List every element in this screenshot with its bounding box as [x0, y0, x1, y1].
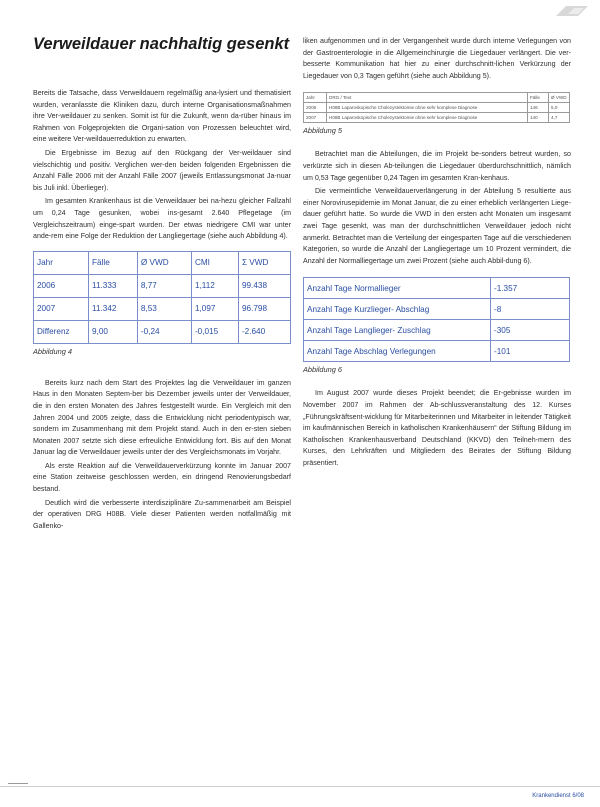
table-row [34, 274, 291, 297]
table-cell: 146 [528, 103, 549, 113]
table-cell: 99.438 [238, 274, 290, 297]
table-cell: 4,7 [549, 113, 570, 123]
paragraph: Die vermeintliche Verweildauerverlängerung in der Abteilung 5 resultierte aus einer Norovirusepidemie im Monat Januar, die zu einer erheblich verlängerten Liege-dauer geführt hatte. So wurde die VWD in den ersten acht Monaten um insgesamt zwei Tage gesenkt, was man der durchschnittlichen Verweildauer jedoch nicht anmerkt. Betrachtet man die Verteilung der eingesparten Tage auf die verschiedenen Kategorien, so wurde die Anzahl der Langliegertage um 10 Prozent vermindert, die Anzahl der Normalliegertage um zwei Prozent (siehe auch Abbil-dung 6). [303, 187, 571, 265]
table-cell: 2006 [34, 274, 89, 297]
paragraph: Als erste Reaktion auf die Verweildauerverkürzung konnte im Januar 2007 eine Station zeitweise geschlossen werden, ein dringend Renovierungsbedarf bestand. [33, 461, 291, 494]
paragraph: liken aufgenommen und in der Vergangenheit wurde durch interne Verlegungen von der Gastroenterologie in die Allgemeinchirurgie die Liegedauer verlängert. Die ver-besserte Kommunikation hat hier zu einer durchschnitt-lichen Verkürzung der Liegedauer von 0,3 Tagen geführt (siehe auch Abbildung 5). [303, 37, 571, 80]
table-row [304, 299, 570, 320]
table-cell: 11.342 [89, 297, 138, 320]
table-cell: -2.640 [238, 320, 290, 343]
table-cell: Anzahl Tage Normallieger [304, 278, 491, 299]
corner-logo-mark [552, 4, 592, 18]
footer-rule [0, 786, 600, 787]
figure-caption: Abbildung 4 [33, 346, 73, 356]
table-cell: Anzahl Tage Abschlag Verlegungen [304, 341, 491, 362]
table-cell: -0,24 [137, 320, 191, 343]
table-cell: -0,015 [191, 320, 238, 343]
figure-caption: Abbildung 6 [303, 365, 343, 375]
paragraph: Die Ergebnisse im Bezug auf den Rückgang der Ver-weildauer sind vielschichtig und positiv. Verglichen wer-den beiden folgenden Ergebnissen die Anzahl Fälle 2006 mit der Anzahl Fälle 2007 (jeweils Entlassungsmonat Ja-nuar bis Juli inkl. Überlieger). [33, 148, 291, 192]
header-cell: DRG / Text [327, 93, 528, 103]
header-cell: Ø VWD [549, 93, 570, 103]
table-cell: 5,0 [549, 103, 570, 113]
header-cell: Ø VWD [137, 251, 191, 274]
paragraph: Deutlich wird die verbesserte interdisziplinäre Zu-sammenarbeit am Beispiel der operativen DRG H08B. Viele dieser Patienten werden notfallmäßig mit Gallenko- [33, 498, 291, 530]
table-row [34, 320, 291, 343]
table-abbildung-6 [303, 277, 570, 362]
footer-publication: Krankendienst 6/08 [532, 793, 584, 799]
table-cell: Anzahl Tage Langlieger- Zuschlag [304, 320, 491, 341]
paragraph: Im gesamten Krankenhaus ist die Verweildauer bei na-hezu gleicher Fallzahl um 0,24 Tage gesunken, wobei ins-gesamt 2.640 Pflegetage (im Vergleichszeitraum) einge-spart wurden. Der etwas niedrigere CMI war unter ande-rem eine Folge der Reduktion der Langliegertage (siehe auch Abbildung 4). [33, 197, 291, 241]
table-cell: 8,77 [137, 274, 191, 297]
header-cell: Fälle [528, 93, 549, 103]
table-abbildung-4 [33, 251, 291, 344]
table-cell: 9,00 [89, 320, 138, 343]
table-cell: -101 [491, 341, 570, 362]
left-column [33, 88, 291, 534]
table-cell: 2006 [304, 103, 327, 113]
table-cell: 96.798 [238, 297, 290, 320]
table-cell: H08B Laparoskopische Cholezystektomie ohne sehr komplexe Diagnose [327, 103, 528, 113]
paragraph: Betrachtet man die Abteilungen, die im Projekt be-sonders betreut wurden, so verkürzte sich in diesen Ab-teilungen die Liegedauer überdurchschnittlich, nämlich um 0,53 Tage gegenüber 0,24 Tagen im gesamten Kran-kenhaus. [303, 150, 571, 182]
header-cell: Σ VWD [238, 251, 290, 274]
paragraph: Bereits kurz nach dem Start des Projektes lag die Verweildauer im ganzen Haus in den Monaten Septem-ber bis Dezember jeweils unter der Verweildauer, die in den ersten Monaten des Jahres festgestellt wurde. Ein Vergleich mit den Jahren 2004 und 2005 zeigte, dass die Entwicklung nicht periodentypisch war, sondern im Zusammenhang mit dem Projekt stand. Auch in den er-sten sieben Monaten 2007 setzte sich diese erfreuliche Entwicklung fort. Bis auf den Monat Januar lag die Verweildauer jeweils unter der des Vergleichsmonats im Vorjahr. [33, 378, 291, 457]
table-cell: -305 [491, 320, 570, 341]
table-cell: 2007 [304, 113, 327, 123]
header-cell: Jahr [304, 93, 327, 103]
table-cell: 11.333 [89, 274, 138, 297]
table-cell: 8,53 [137, 297, 191, 320]
table-row [304, 278, 570, 299]
header-cell: Jahr [34, 251, 89, 274]
table-row [304, 341, 570, 362]
table-abbildung-5 [303, 92, 570, 123]
paragraph: Im August 2007 wurde dieses Projekt beendet; die Er-gebnisse wurden im November 2007 im Rahmen der Ab-schlussveranstaltung des 12. Kurses „Führungskräftsent-wicklung für Mitarbeiterinnen und Mitarbeiter in leitender Tätigkeit im kaufmännischen Bereich in katholischen Krankenhäusern“ der Stiftung Bildung im Katholischen Krankenhausverband Deutschland (KKVD) den Teilneh-mern des Kurses, den Lehrkräften und Mitgliedern des Beirates der Stiftung Bildung präsentiert. [303, 389, 571, 467]
table-row [304, 103, 570, 113]
table-cell: 1,097 [191, 297, 238, 320]
paragraph: Bereits die Tatsache, dass Verweildauern regelmäßig ana-lysiert und thematisiert wurden, veranlasste die Kliniken dazu, durch interne Organisationsmaßnahmen ihre Ver-weildauer zu senken. Somit ist für die Zukunft, wenn da-rüber hinaus im Rahmen von Folgeprojekten die Organi-sation von Prozessen beleuchtet wird, eine weitere Ver-weildauerreduktion zu erwarten. [33, 89, 291, 144]
table-cell: 140 [528, 113, 549, 123]
table-cell: 2007 [34, 297, 89, 320]
table-cell: -8 [491, 299, 570, 320]
right-column [303, 36, 571, 471]
table-row [304, 320, 570, 341]
table-row [34, 297, 291, 320]
table-row [304, 113, 570, 123]
table-cell: Anzahl Tage Kurzlieger- Abschlag [304, 299, 491, 320]
table-header-row [34, 251, 291, 274]
figure-caption: Abbildung 5 [303, 126, 343, 136]
table-header-row [304, 93, 570, 103]
page-title: Verweildauer nachhaltig gesenkt [33, 35, 290, 53]
table-cell: H08B Laparoskopische Cholezystektomie ohne sehr komplexe Diagnose [327, 113, 528, 123]
header-cell: CMI [191, 251, 238, 274]
table-cell: -1.357 [491, 278, 570, 299]
footer-left-mark [8, 783, 28, 784]
header-cell: Fälle [89, 251, 138, 274]
table-cell: Differenz [34, 320, 89, 343]
table-cell: 1,112 [191, 274, 238, 297]
